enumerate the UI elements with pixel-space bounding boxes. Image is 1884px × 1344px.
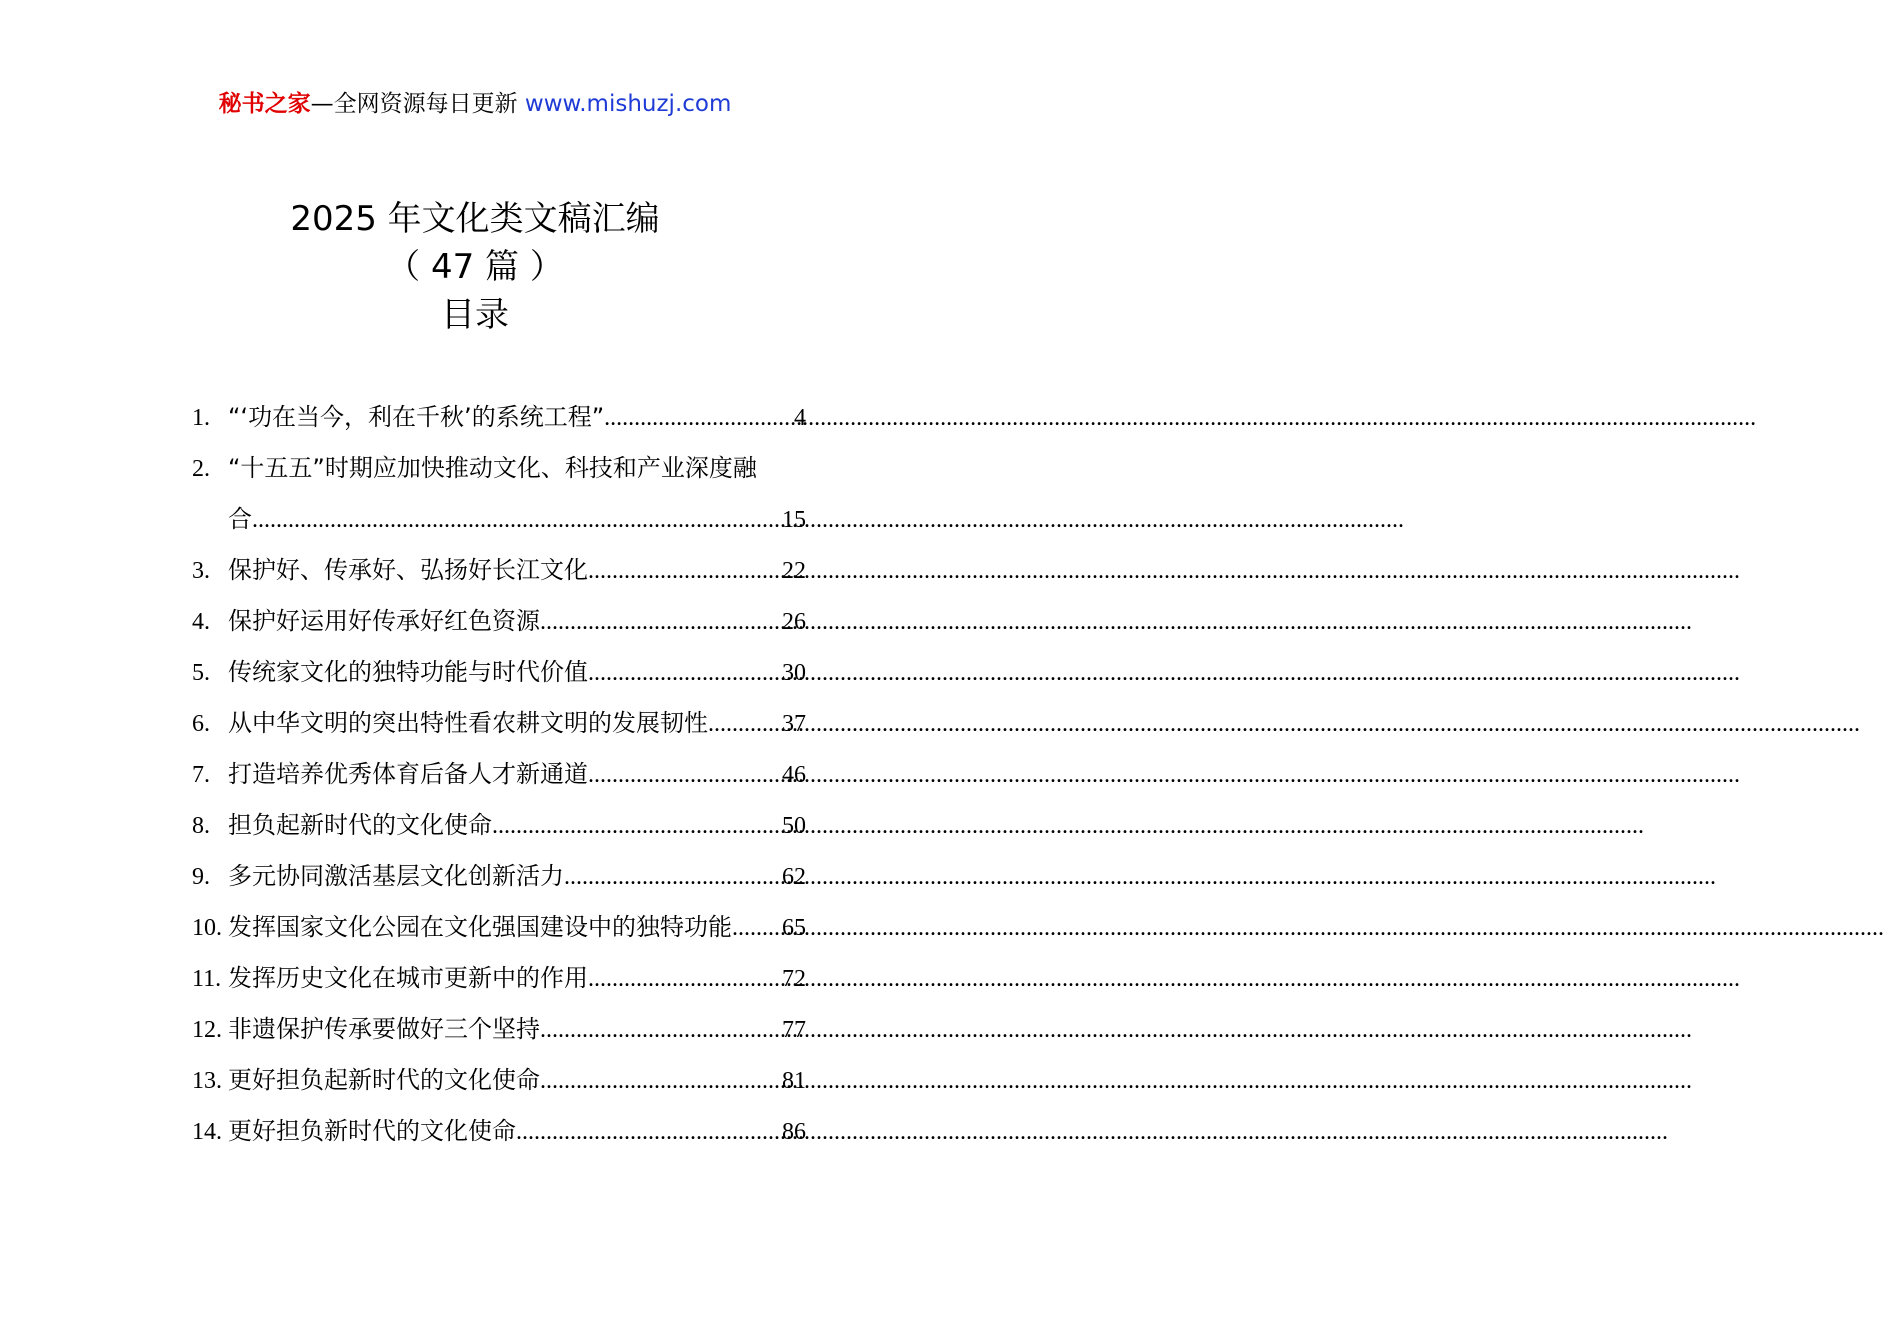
toc-entry[interactable]	[192, 443, 806, 494]
toc-entry-title: 保护好运用好传承好红色资源	[228, 607, 540, 635]
toc-entry-title: 发挥历史文化在城市更新中的作用	[228, 964, 588, 992]
toc-entry-title: “十五五”时期应加快推动文化、科技和产业深度融	[228, 454, 757, 482]
toc-entry-continuation[interactable]	[192, 494, 806, 545]
table-of-contents	[192, 392, 806, 1157]
toc-entry-title: 保护好、传承好、弘扬好长江文化	[228, 556, 588, 584]
toc-entry-title: 从中华文明的突出特性看农耕文明的发展韧性	[228, 709, 708, 737]
toc-dot-leader	[540, 1005, 782, 1055]
toc-entry-title: 发挥国家文化公园在文化强国建设中的独特功能	[228, 913, 732, 941]
toc-entry-page: 72	[782, 966, 806, 992]
brand-name: 秘书之家	[218, 91, 311, 117]
header-tagline: —全网资源每日更新	[310, 91, 525, 117]
toc-entry[interactable]	[192, 800, 806, 851]
toc-entry-page: 81	[782, 1068, 806, 1094]
toc-entry-title: 非遗保护传承要做好三个坚持	[228, 1015, 540, 1043]
toc-entry[interactable]	[192, 953, 806, 1004]
toc-dot-leader	[604, 393, 794, 443]
toc-entry-page: 15	[782, 507, 806, 533]
toc-entry-number: 3.	[192, 558, 210, 584]
toc-entry[interactable]	[192, 1004, 806, 1055]
toc-entry-number: 13.	[192, 1068, 222, 1094]
toc-dot-leader	[252, 495, 782, 545]
toc-entry-page: 62	[782, 864, 806, 890]
toc-entry-title: 多元协同激活基层文化创新活力	[228, 862, 564, 890]
toc-entry[interactable]	[192, 596, 806, 647]
toc-entry-page: 37	[782, 711, 806, 737]
toc-entry-page: 22	[782, 558, 806, 584]
toc-dot-leader	[564, 852, 782, 902]
toc-entry[interactable]	[192, 698, 806, 749]
toc-entry-number: 14.	[192, 1119, 222, 1145]
toc-entry-page: 26	[782, 609, 806, 635]
toc-dot-leader	[708, 699, 782, 749]
toc-dot-leader	[588, 546, 782, 596]
toc-entry-page: 77	[782, 1017, 806, 1043]
toc-dot-leader	[732, 903, 782, 953]
toc-entry-title: 打造培养优秀体育后备人才新通道	[228, 760, 588, 788]
toc-entry-title: 更好担负起新时代的文化使命	[228, 1066, 540, 1094]
toc-entry[interactable]	[192, 851, 806, 902]
toc-heading: 目录	[441, 295, 509, 335]
toc-entry-number: 1.	[192, 405, 210, 431]
toc-dot-leader	[540, 597, 782, 647]
toc-entry-number: 10.	[192, 915, 222, 941]
toc-entry[interactable]	[192, 392, 806, 443]
document-count: （ 47 篇 ）	[386, 247, 564, 287]
toc-dot-leader	[588, 648, 782, 698]
toc-dot-leader	[540, 1056, 782, 1106]
toc-entry[interactable]	[192, 1106, 806, 1157]
toc-entry-title: “‘功在当今，利在千秋’的系统工程”	[228, 403, 605, 431]
toc-entry-title: 担负起新时代的文化使命	[228, 811, 492, 839]
toc-entry-title: 更好担负新时代的文化使命	[228, 1117, 516, 1145]
toc-dot-leader	[588, 954, 782, 1004]
toc-entry[interactable]	[192, 647, 806, 698]
site-url-link[interactable]: www.mishuzj.com	[524, 91, 732, 117]
toc-entry-number: 2.	[192, 456, 210, 482]
toc-entry-number: 4.	[192, 609, 210, 635]
toc-dot-leader	[588, 750, 782, 800]
toc-entry-number: 9.	[192, 864, 210, 890]
toc-entry-number: 5.	[192, 660, 210, 686]
toc-entry-number: 11.	[192, 966, 222, 992]
toc-entry-page: 46	[782, 762, 806, 788]
toc-entry-page: 65	[782, 915, 806, 941]
site-header	[0, 88, 950, 120]
toc-entry-title-continued: 合	[228, 505, 252, 533]
toc-entry-title: 传统家文化的独特功能与时代价值	[228, 658, 588, 686]
toc-entry-number: 12.	[192, 1017, 222, 1043]
toc-dot-leader	[516, 1107, 782, 1157]
toc-entry[interactable]	[192, 1055, 806, 1106]
document-title: 2025 年文化类文稿汇编	[290, 199, 660, 239]
toc-entry-page: 30	[782, 660, 806, 686]
toc-entry-page: 86	[782, 1119, 806, 1145]
toc-dot-leader	[492, 801, 782, 851]
document-title-block	[0, 195, 950, 339]
toc-entry[interactable]	[192, 749, 806, 800]
toc-entry-number: 6.	[192, 711, 210, 737]
toc-entry[interactable]	[192, 545, 806, 596]
toc-entry-page: 50	[782, 813, 806, 839]
toc-entry-number: 7.	[192, 762, 210, 788]
toc-entry[interactable]	[192, 902, 806, 953]
toc-entry-page: 4	[794, 405, 806, 431]
toc-entry-number: 8.	[192, 813, 210, 839]
